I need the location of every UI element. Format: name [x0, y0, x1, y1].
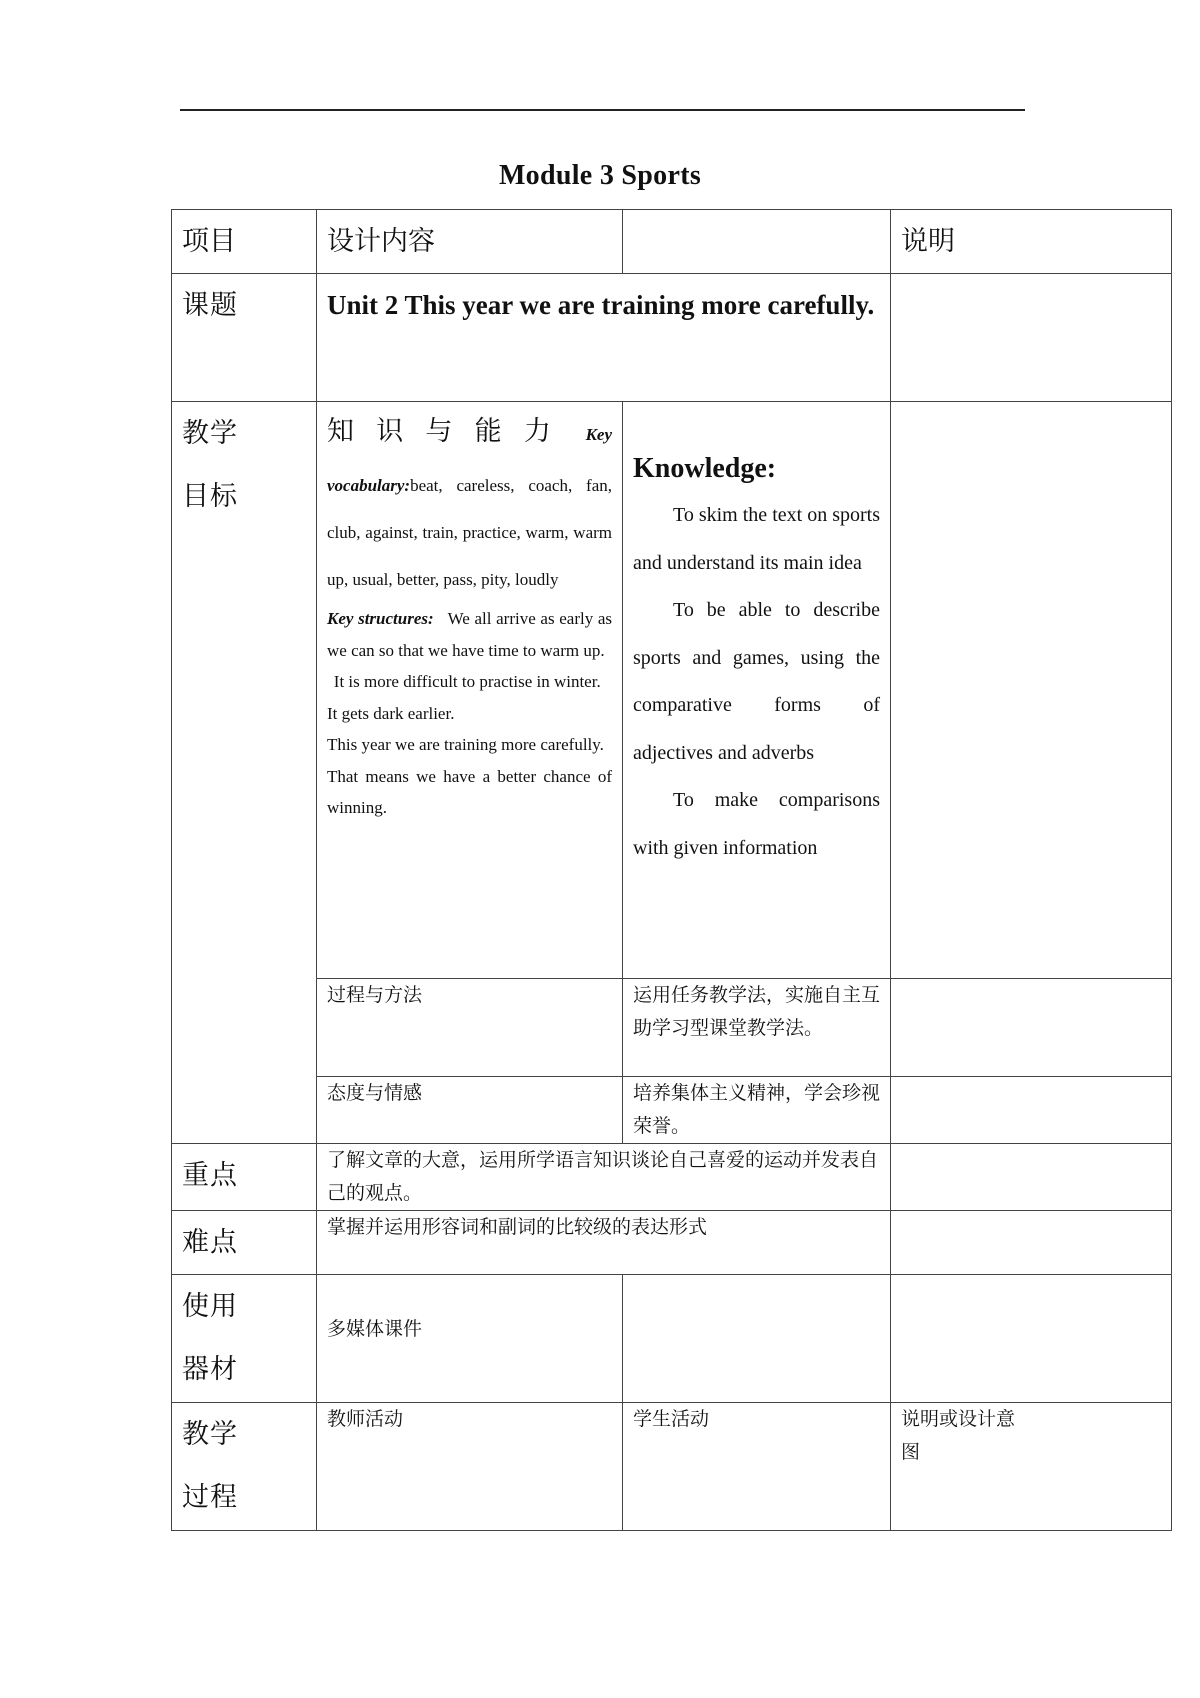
- knowledge-cell: [623, 402, 891, 979]
- key-structure-3: It gets dark earlier.: [327, 703, 455, 723]
- objectives-process-row: [172, 979, 1172, 1077]
- difficulty-value: 掌握并运用形容词和副词的比较级的表达形式: [317, 1211, 891, 1275]
- difficulty-label: 难点: [172, 1211, 317, 1275]
- student-activity: 学生活动: [623, 1403, 891, 1531]
- objectives-label-line1: 教学: [182, 418, 238, 449]
- topic-value: Unit 2 This year we are training more carefully.: [317, 274, 891, 402]
- header-note: 说明: [891, 210, 1172, 274]
- lesson-plan-table: [171, 209, 1172, 1531]
- key-structures: [327, 603, 612, 824]
- materials-label: [172, 1275, 317, 1403]
- teaching-process-label: [172, 1403, 317, 1531]
- materials-label-line2: 器材: [182, 1354, 238, 1385]
- knowledge-item-3: To make comparisons with given information: [633, 789, 880, 859]
- knowledge-ability-cell: [317, 402, 623, 979]
- key-vocabulary-words: beat, careless, coach, fan, club, against, train, practice, warm, warm up, usual, better, pass, pity, loudly: [327, 476, 612, 589]
- difficulty-row: [172, 1211, 1172, 1275]
- materials-row: [172, 1275, 1172, 1403]
- key-point-row: [172, 1144, 1172, 1211]
- key-structures-label: Key structures:: [327, 609, 434, 628]
- header-item: 项目: [172, 210, 317, 274]
- page-title: Module 3 Sports: [498, 160, 702, 191]
- attitude-note: [891, 1077, 1172, 1144]
- header-design: 设计内容: [317, 210, 623, 274]
- header-empty: [623, 210, 891, 274]
- attitude-value: 培养集体主义精神，学会珍视荣誉。: [623, 1077, 891, 1144]
- knowledge-heading: Knowledge:: [633, 453, 777, 484]
- teaching-process-label-line2: 过程: [182, 1482, 238, 1513]
- key-structure-2: It is more difficult to practise in winter.: [333, 672, 601, 691]
- knowledge-item-1: To skim the text on sports and understand its main idea: [633, 504, 880, 574]
- key-structure-5: That means we have a better chance of winning.: [327, 766, 612, 817]
- key-vocabulary: [327, 402, 612, 603]
- key-structure-1: We all arrive as early as we can so that we have time to warm up.: [327, 609, 613, 660]
- objectives-label-line2: 目标: [182, 481, 238, 512]
- topic-note: [891, 274, 1172, 402]
- attitude-label: 态度与情感: [317, 1077, 623, 1144]
- teaching-process-row: [172, 1403, 1172, 1531]
- key-point-value: 了解文章的大意，运用所学语言知识谈论自己喜爱的运动并发表自己的观点。: [317, 1144, 891, 1211]
- difficulty-note: [891, 1211, 1172, 1275]
- materials-value: 多媒体课件: [317, 1275, 623, 1403]
- knowledge-item-2: To be able to describe sports and games, using the comparative forms of adjectives and adverbs: [633, 599, 880, 764]
- teacher-activity: 教师活动: [317, 1403, 623, 1531]
- header-rule: [180, 109, 1025, 111]
- materials-empty: [623, 1275, 891, 1403]
- materials-label-line1: 使用: [182, 1291, 238, 1322]
- design-intent: 说明或设计意图: [891, 1403, 1172, 1531]
- key-structure-4: This year we are training more carefully.: [327, 735, 604, 754]
- key-point-label: 重点: [172, 1144, 317, 1211]
- objectives-label: [172, 402, 317, 1144]
- process-note: [891, 979, 1172, 1077]
- process-label: 过程与方法: [317, 979, 623, 1077]
- key-vocabulary-label: Key vocabulary:: [327, 425, 612, 495]
- header-row: [172, 210, 1172, 274]
- topic-label: 课题: [172, 274, 317, 402]
- objectives-knowledge-row: [172, 402, 1172, 979]
- process-value: 运用任务教学法，实施自主互助学习型课堂教学法。: [623, 979, 891, 1077]
- materials-note: [891, 1275, 1172, 1403]
- knowledge-note: [891, 402, 1172, 979]
- key-point-note: [891, 1144, 1172, 1211]
- topic-row: [172, 274, 1172, 402]
- knowledge-ability-heading: 知识与能力: [327, 416, 574, 447]
- objectives-attitude-row: [172, 1077, 1172, 1144]
- teaching-process-label-line1: 教学: [182, 1419, 238, 1450]
